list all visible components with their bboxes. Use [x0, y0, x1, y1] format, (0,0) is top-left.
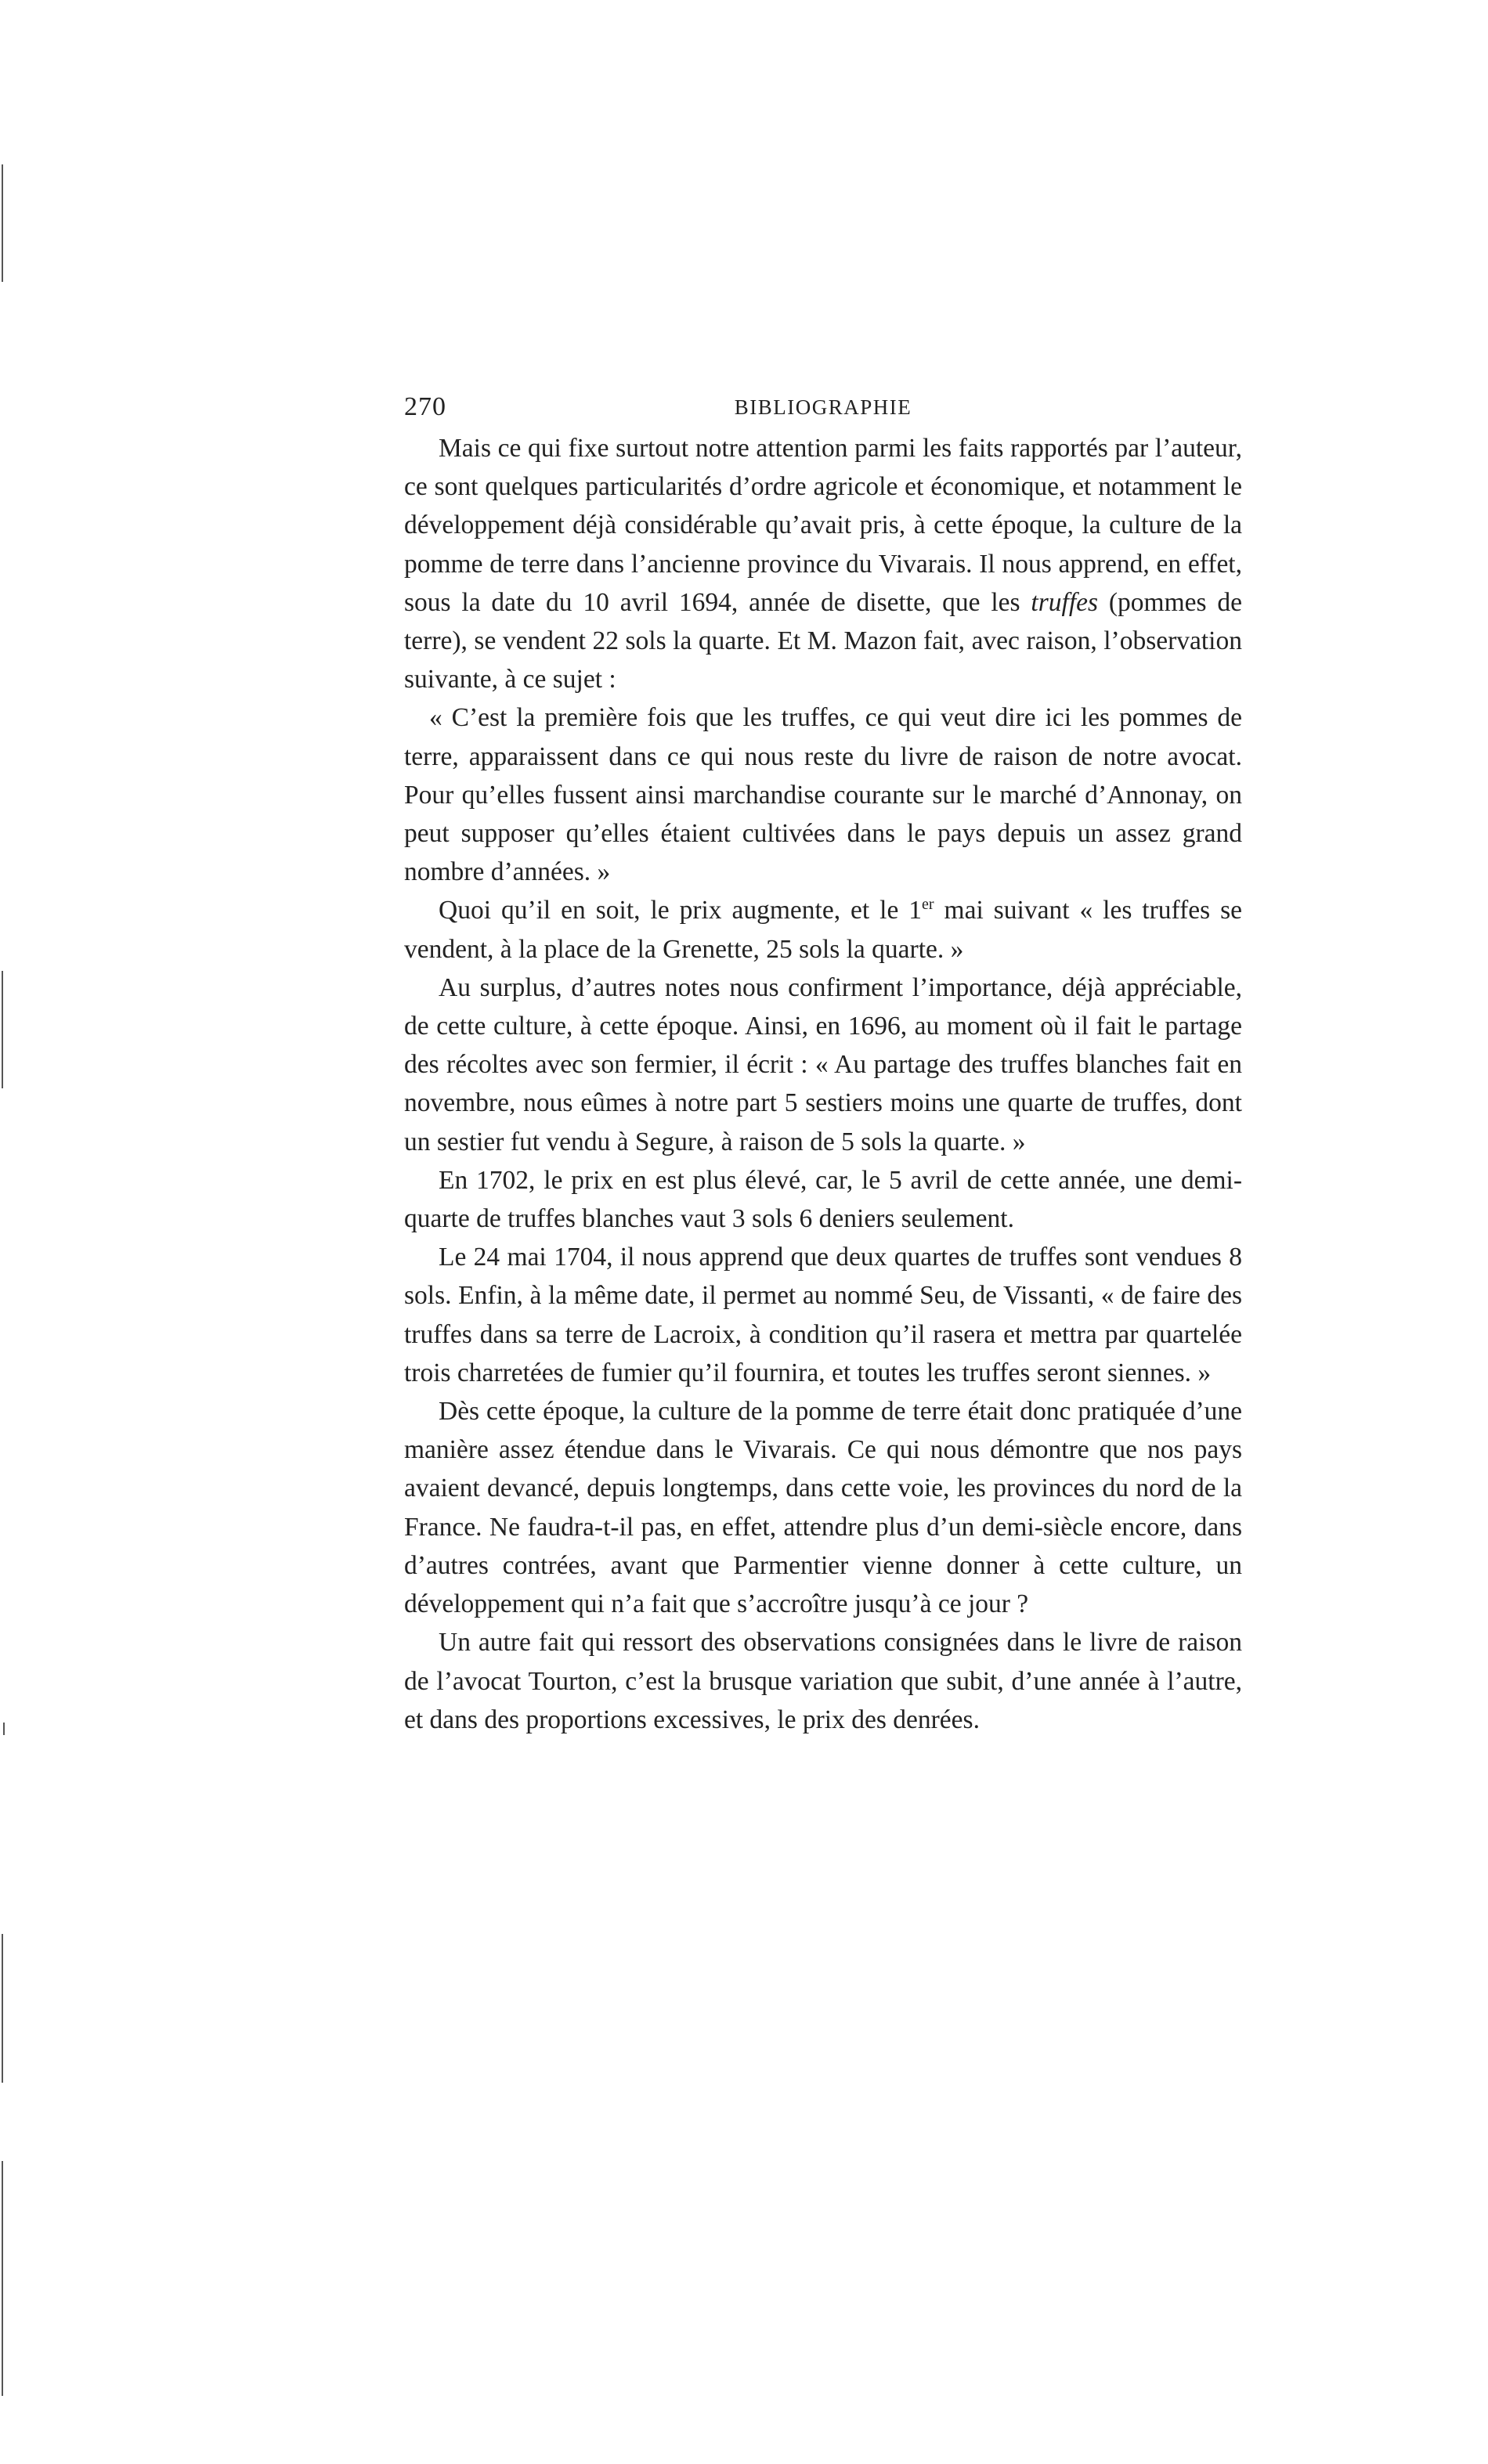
page-number: 270 [404, 392, 446, 421]
paragraph-1-end: (pommes de terre), se vendent 22 sols la quarte. Et M. Mazon fait, avec raison, l’observation suivante, à ce sujet : [404, 587, 1243, 694]
body-text [404, 429, 1242, 1739]
paragraph-3-end: mai suivant « les truffes se vendent, à la place de la Grenette, 25 sols la quarte. » [404, 896, 1242, 964]
paragraph-4: Au surplus, d’autres notes nous confirment l’importance, déjà appréciable, de cette culture, à cette époque. Ainsi, en 1696, au moment où il fait le partage des récoltes avec son fermier, il écrit : « Au partage des truffes blanches fait en novembre, nous eûmes à notre part 5 sestiers moins une quarte de truffes, dont un sestier fut vendu à Segure, à raison de 5 sols la quarte. » [404, 972, 1242, 1156]
paragraph-6: Le 24 mai 1704, il nous apprend que deux quartes de truffes sont vendues 8 sols. Enfin, à la même date, il permet au nommé Seu, de Vissanti, « de faire des truffes dans sa terre de Lacroix, à condition qu’il rasera et mettra par quartelée trois charretées de fumier qu’il fournira, et toutes les truffes seront siennes. » [404, 1243, 1242, 1387]
scan-edge-mark [3, 1723, 5, 1735]
section-title: BIBLIOGRAPHIE [734, 395, 912, 419]
paragraph-3-text: Quoi qu’il en soit, le prix augmente, et le 1 [439, 896, 923, 925]
paragraph-5: En 1702, le prix en est plus élevé, car, le 5 avril de cette année, une demi-quarte de truffes blanches vaut 3 sols 6 deniers seulement. [404, 1165, 1242, 1234]
paragraph-2-quote: « C’est la première fois que les truffes, ce qui veut dire ici les pommes de terre, apparaissent dans ce qui nous reste du livre de raison de notre avocat. Pour qu’elles fussent ainsi marchandise courante sur le marché d’Annonay, on peut supposer qu’elles étaient cultivées dans le pays depuis un assez grand nombre d’années. » [404, 703, 1242, 887]
paragraph-8: Un autre fait qui ressort des observations consignées dans le livre de raison de l’avocat Tourton, c’est la brusque variation que subit, d’une année à l’autre, et dans des proportions excessives, le prix des denrées. [404, 1628, 1242, 1734]
scan-edge-mark [2, 164, 3, 282]
document-page [404, 384, 1242, 1739]
paragraph-3 [404, 891, 1242, 968]
scan-edge-mark [2, 2161, 3, 2396]
italic-word-truffes: truffes [1031, 587, 1099, 617]
paragraph-1-text: Mais ce qui fixe surtout notre attention parmi les faits rapportés par l’auteur, ce sont quelques particularités d’ordre agricole et économique, et notamment le développement déjà considérable qu’avait pris, à cette époque, la culture de la pomme de terre dans l’ancienne province du Vivarais. Il nous apprend, en effet, sous la date du 10 avril 1694, année de disette, que les [404, 434, 1242, 617]
paragraph-1 [404, 429, 1242, 698]
scan-edge-mark [2, 1934, 3, 2083]
running-head [404, 384, 1242, 431]
paragraph-7: Dès cette époque, la culture de la pomme de terre était donc pratiquée d’une manière assez étendue dans le Vivarais. Ce qui nous démontre que nos pays avaient devancé, depuis longtemps, dans cette voie, les provinces du nord de la France. Ne faudra-t-il pas, en effet, attendre plus d’un demi-siècle encore, dans d’autres contrées, avant que Parmentier vienne donner à cette culture, un développement qui n’a fait que s’accroître jusqu’à ce jour ? [404, 1397, 1242, 1619]
ordinal-superscript: er [922, 896, 934, 914]
scan-edge-mark [2, 971, 3, 1088]
